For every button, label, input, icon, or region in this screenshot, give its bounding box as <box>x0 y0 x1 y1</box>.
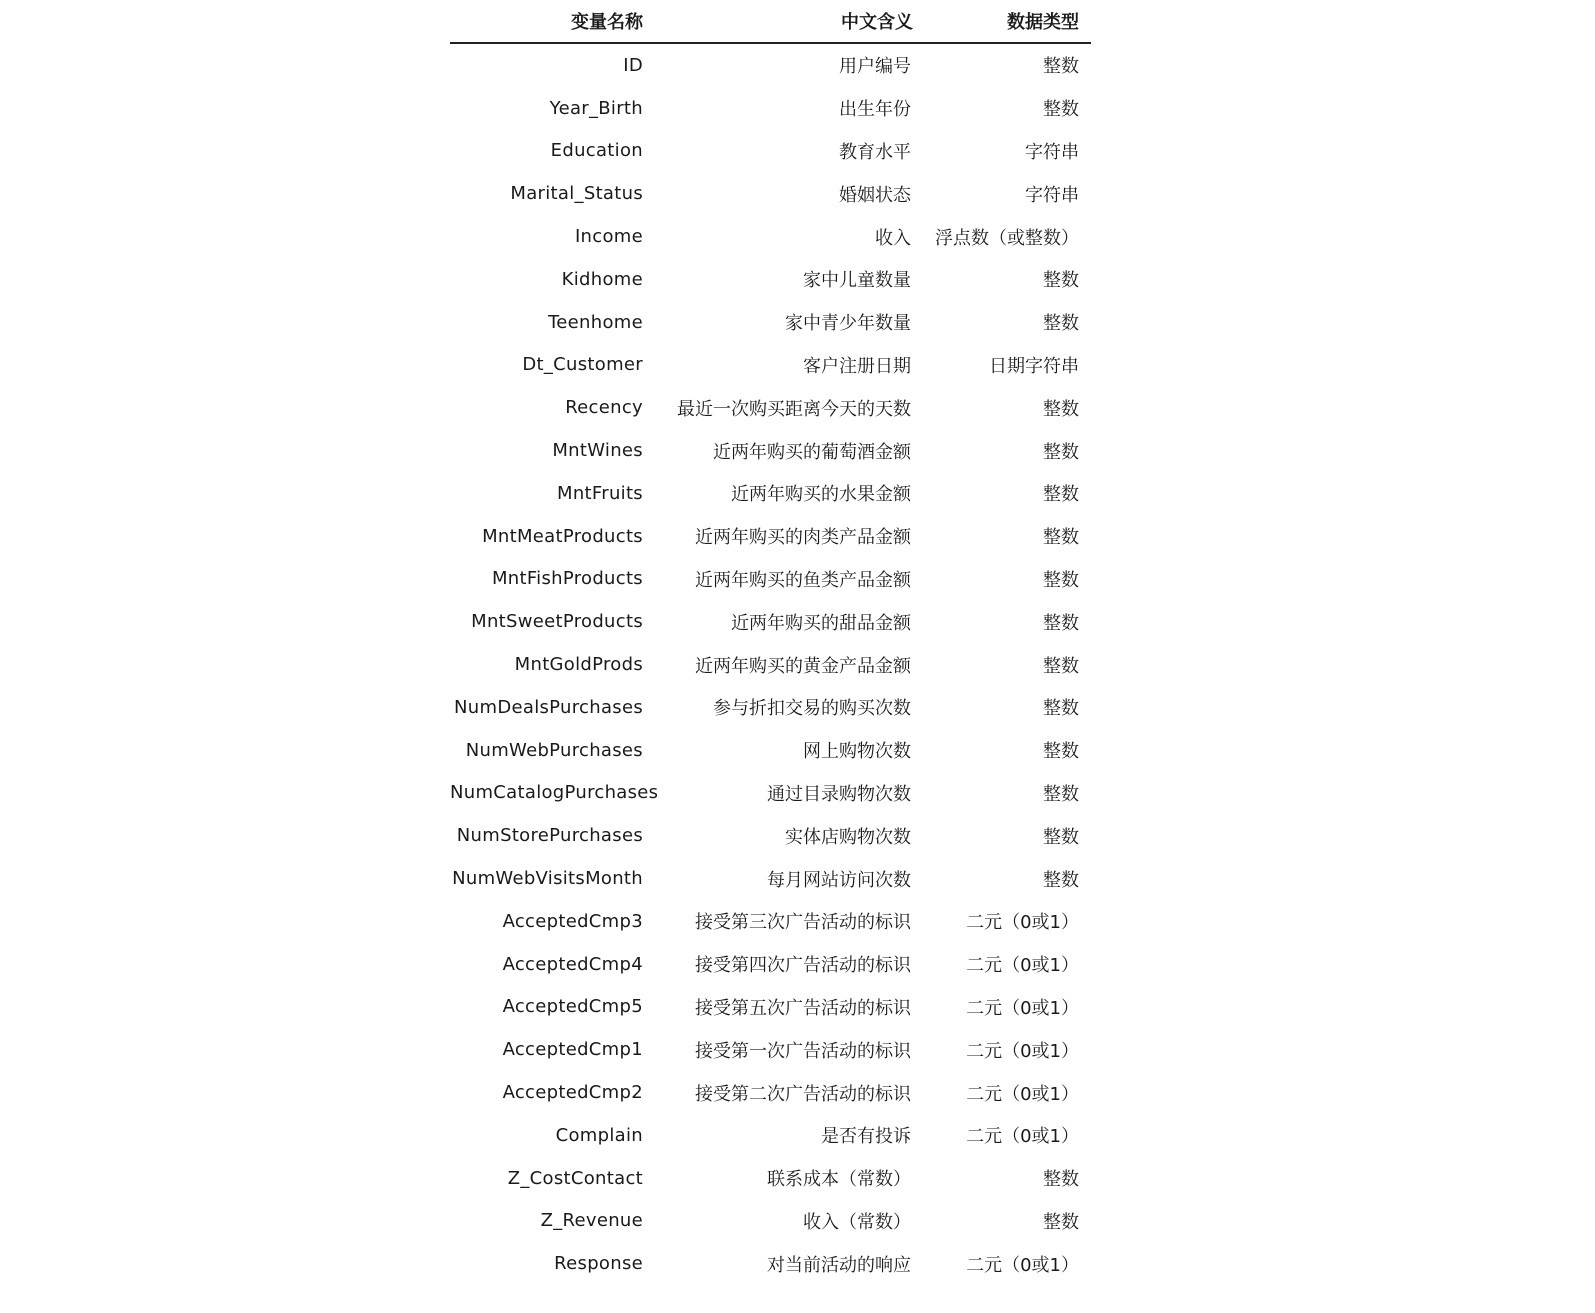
cell-chinese-meaning: 近两年购买的水果金额 <box>731 484 911 506</box>
cell-chinese-meaning: 接受第三次广告活动的标识 <box>695 912 911 934</box>
cell-data-type: 浮点数（或整数） <box>935 227 1079 249</box>
table-row <box>450 429 1091 472</box>
table-row <box>450 87 1091 130</box>
cell-chinese-meaning: 参与折扣交易的购买次数 <box>713 698 911 720</box>
cell-chinese-meaning: 用户编号 <box>839 56 911 78</box>
table-row <box>450 344 1091 387</box>
table-row <box>450 172 1091 215</box>
cell-chinese-meaning: 联系成本（常数） <box>767 1169 911 1191</box>
table-row <box>450 130 1091 173</box>
table-row <box>450 857 1091 900</box>
cell-data-type: 整数 <box>1043 56 1079 78</box>
cell-data-type: 整数 <box>1043 99 1079 121</box>
cell-variable-name: AcceptedCmp1 <box>502 1039 643 1061</box>
cell-variable-name: AcceptedCmp3 <box>502 910 643 932</box>
cell-variable-name: AcceptedCmp5 <box>502 996 643 1018</box>
cell-chinese-meaning: 收入 <box>875 227 911 249</box>
table-row <box>450 215 1091 258</box>
cell-data-type: 二元（0或1） <box>966 912 1079 934</box>
header-variable-name: 变量名称 <box>450 0 655 43</box>
cell-variable-name: MntMeatProducts <box>482 525 643 547</box>
table-row <box>450 943 1091 986</box>
cell-data-type: 整数 <box>1043 1211 1079 1233</box>
cell-data-type: 整数 <box>1043 441 1079 463</box>
cell-chinese-meaning: 近两年购买的甜品金额 <box>731 612 911 634</box>
cell-data-type: 二元（0或1） <box>966 1040 1079 1062</box>
cell-chinese-meaning: 每月网站访问次数 <box>767 869 911 891</box>
table-row <box>450 1114 1091 1157</box>
cell-data-type: 整数 <box>1043 655 1079 677</box>
cell-chinese-meaning: 近两年购买的黄金产品金额 <box>695 655 911 677</box>
cell-chinese-meaning: 近两年购买的肉类产品金额 <box>695 527 911 549</box>
cell-data-type: 二元（0或1） <box>966 955 1079 977</box>
cell-variable-name: Education <box>550 140 643 162</box>
cell-chinese-meaning: 收入（常数） <box>803 1211 911 1233</box>
cell-variable-name: MntWines <box>552 440 643 462</box>
cell-data-type: 整数 <box>1043 741 1079 763</box>
cell-chinese-meaning: 出生年份 <box>839 99 911 121</box>
cell-variable-name: ID <box>623 54 643 76</box>
variable-table <box>450 0 1091 1285</box>
cell-variable-name: Teenhome <box>548 311 643 333</box>
table-row <box>450 386 1091 429</box>
cell-variable-name: MntFishProducts <box>491 568 643 590</box>
cell-chinese-meaning: 接受第一次广告活动的标识 <box>695 1040 911 1062</box>
cell-variable-name: NumCatalogPurchases <box>450 782 659 804</box>
cell-chinese-meaning: 通过目录购物次数 <box>767 783 911 805</box>
table-row <box>450 643 1091 686</box>
cell-variable-name: AcceptedCmp2 <box>502 1082 643 1104</box>
cell-data-type: 整数 <box>1043 698 1079 720</box>
table-row <box>450 686 1091 729</box>
cell-data-type: 字符串 <box>1025 184 1079 206</box>
cell-chinese-meaning: 对当前活动的响应 <box>767 1254 911 1276</box>
cell-chinese-meaning: 婚姻状态 <box>839 184 911 206</box>
cell-data-type: 整数 <box>1043 569 1079 591</box>
table-row <box>450 301 1091 344</box>
cell-chinese-meaning: 客户注册日期 <box>803 355 911 377</box>
cell-chinese-meaning: 接受第四次广告活动的标识 <box>695 955 911 977</box>
table-row <box>450 558 1091 601</box>
table-row <box>450 1071 1091 1114</box>
table-row <box>450 772 1091 815</box>
cell-variable-name: Response <box>554 1253 643 1275</box>
cell-variable-name: Income <box>574 226 643 248</box>
cell-chinese-meaning: 是否有投诉 <box>821 1126 911 1148</box>
cell-variable-name: AcceptedCmp4 <box>502 953 643 975</box>
cell-variable-name: Complain <box>555 1124 643 1146</box>
table-row <box>450 1200 1091 1243</box>
cell-variable-name: NumDealsPurchases <box>454 696 643 718</box>
cell-variable-name: NumStorePurchases <box>456 825 643 847</box>
table-row <box>450 43 1091 87</box>
cell-chinese-meaning: 最近一次购买距离今天的天数 <box>677 398 911 420</box>
cell-variable-name: MntSweetProducts <box>471 611 643 633</box>
cell-chinese-meaning: 近两年购买的葡萄酒金额 <box>713 441 911 463</box>
cell-variable-name: Z_Revenue <box>540 1210 643 1232</box>
cell-data-type: 整数 <box>1043 1169 1079 1191</box>
cell-data-type: 整数 <box>1043 484 1079 506</box>
table-row <box>450 515 1091 558</box>
cell-data-type: 整数 <box>1043 612 1079 634</box>
cell-data-type: 整数 <box>1043 527 1079 549</box>
cell-chinese-meaning: 家中儿童数量 <box>803 270 911 292</box>
cell-data-type: 整数 <box>1043 783 1079 805</box>
cell-variable-name: NumWebVisitsMonth <box>452 868 643 890</box>
table-row <box>450 986 1091 1029</box>
cell-data-type: 二元（0或1） <box>966 1254 1079 1276</box>
cell-variable-name: Year_Birth <box>549 97 643 119</box>
cell-chinese-meaning: 近两年购买的鱼类产品金额 <box>695 569 911 591</box>
cell-data-type: 整数 <box>1043 313 1079 335</box>
header-row <box>450 0 1091 43</box>
table-row <box>450 1157 1091 1200</box>
table-row <box>450 258 1091 301</box>
header-data-type: 数据类型 <box>925 0 1091 43</box>
table-row <box>450 472 1091 515</box>
cell-variable-name: Dt_Customer <box>522 354 643 376</box>
cell-data-type: 整数 <box>1043 869 1079 891</box>
cell-data-type: 二元（0或1） <box>966 997 1079 1019</box>
cell-variable-name: Marital_Status <box>510 183 643 205</box>
header-chinese-meaning: 中文含义 <box>655 0 925 43</box>
cell-data-type: 二元（0或1） <box>966 1083 1079 1105</box>
cell-variable-name: NumWebPurchases <box>465 739 643 761</box>
cell-data-type: 整数 <box>1043 270 1079 292</box>
table-row <box>450 1028 1091 1071</box>
cell-chinese-meaning: 网上购物次数 <box>803 741 911 763</box>
cell-variable-name: Recency <box>565 397 643 419</box>
cell-data-type: 二元（0或1） <box>966 1126 1079 1148</box>
table-row <box>450 600 1091 643</box>
cell-chinese-meaning: 教育水平 <box>839 141 911 163</box>
cell-chinese-meaning: 家中青少年数量 <box>785 313 911 335</box>
cell-chinese-meaning: 接受第二次广告活动的标识 <box>695 1083 911 1105</box>
cell-data-type: 整数 <box>1043 826 1079 848</box>
variable-table-container <box>450 0 1091 1285</box>
table-body <box>450 43 1091 1285</box>
cell-data-type: 字符串 <box>1025 141 1079 163</box>
cell-chinese-meaning: 实体店购物次数 <box>785 826 911 848</box>
cell-data-type: 日期字符串 <box>989 355 1079 377</box>
table-row <box>450 1242 1091 1285</box>
table-row <box>450 900 1091 943</box>
cell-data-type: 整数 <box>1043 398 1079 420</box>
table-row <box>450 729 1091 772</box>
cell-variable-name: Kidhome <box>561 268 643 290</box>
cell-variable-name: Z_CostContact <box>507 1167 643 1189</box>
table-header <box>450 0 1091 43</box>
table-row <box>450 814 1091 857</box>
cell-chinese-meaning: 接受第五次广告活动的标识 <box>695 997 911 1019</box>
cell-variable-name: MntGoldProds <box>514 654 643 676</box>
cell-variable-name: MntFruits <box>557 482 643 504</box>
